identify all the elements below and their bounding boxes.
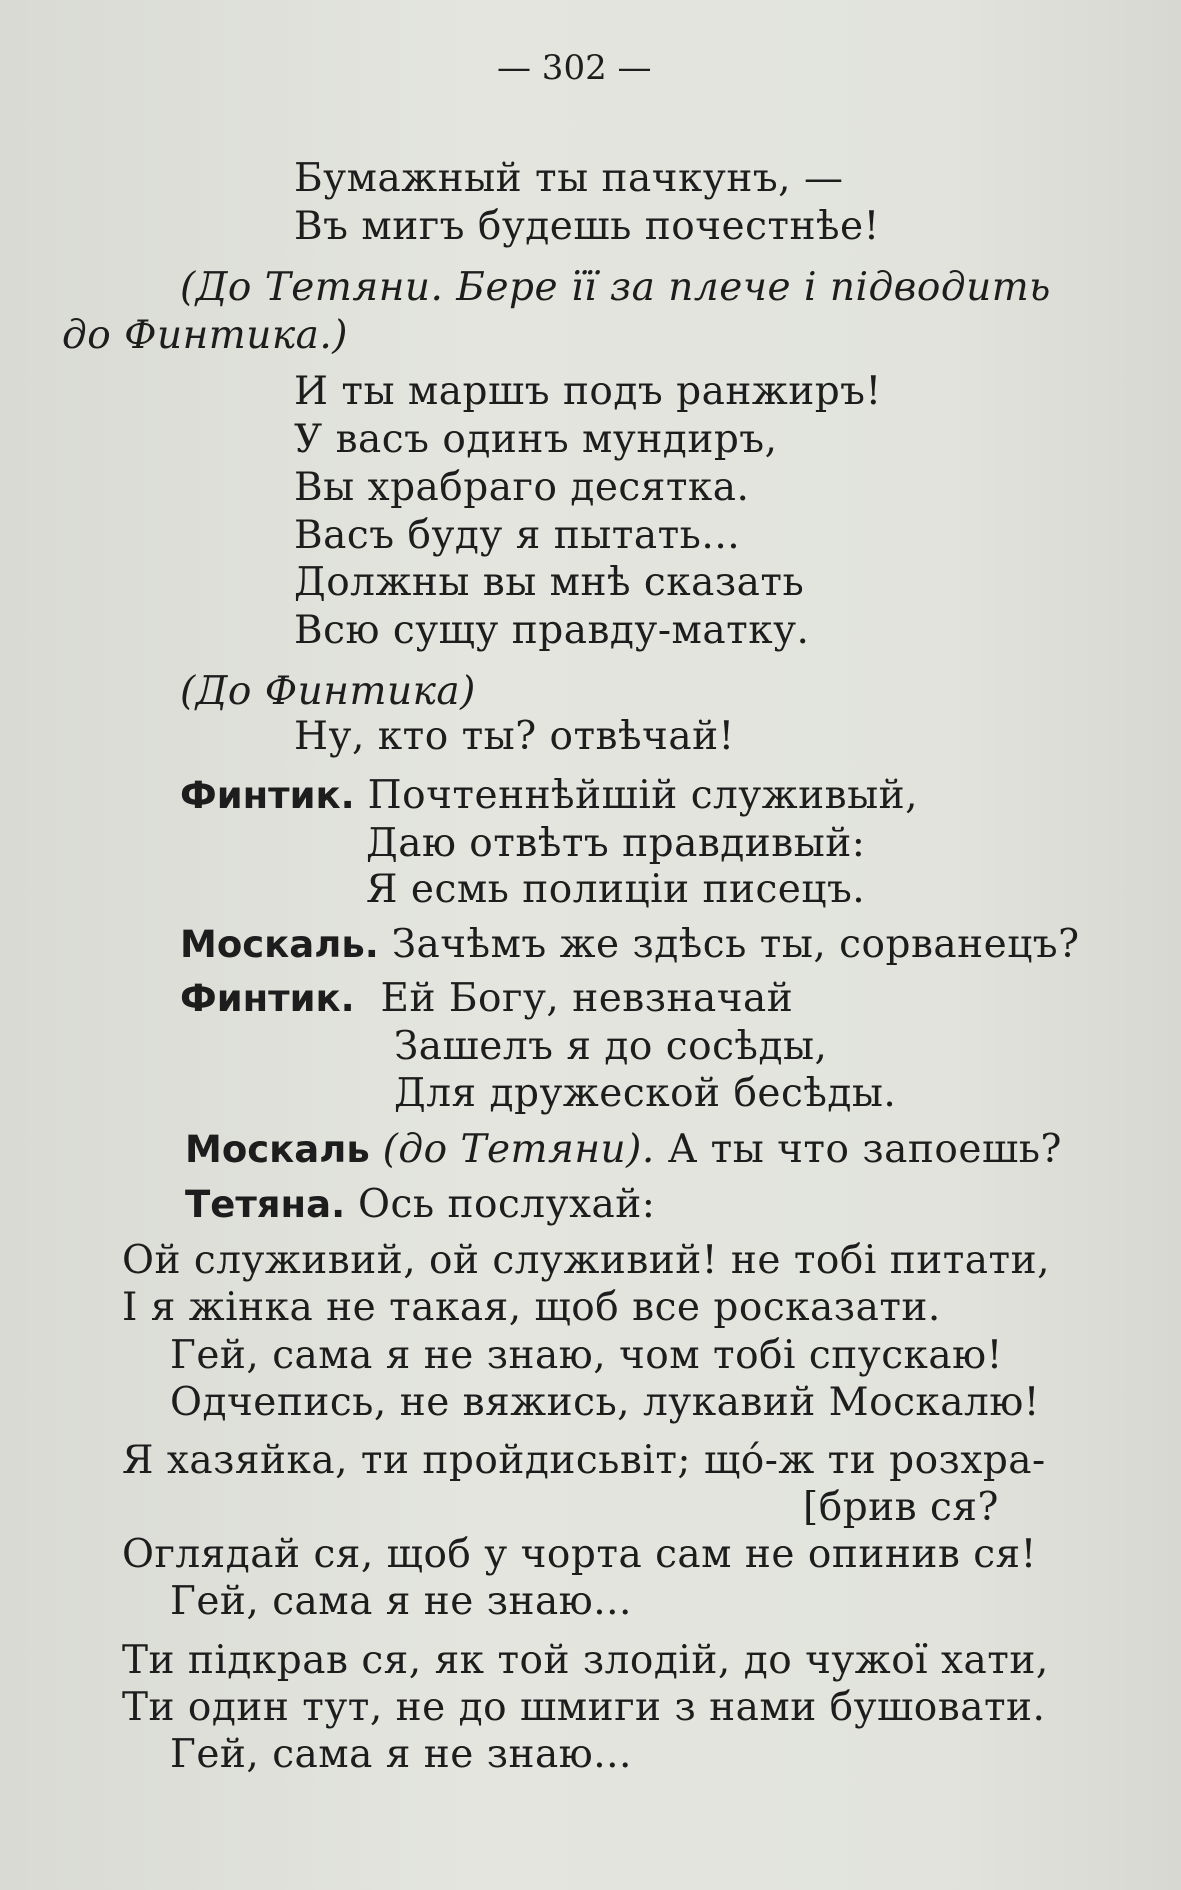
dialogue-line — [185, 1126, 1062, 1174]
verse-line: Даю отвѣтъ правдивый: — [366, 821, 866, 866]
verse-line: Въ мигъ будешь почестнѣе! — [294, 204, 880, 249]
speaker-name: Москаль — [185, 1128, 370, 1171]
song-line: Гей, сама я не знаю, чом тобі спускаю! — [170, 1333, 1003, 1378]
dialogue-line — [185, 1181, 655, 1229]
speaker-name: Тетяна. — [185, 1183, 346, 1226]
dialogue-line — [180, 921, 1080, 969]
song-line: Ти один тут, не до шмиги з нами бушовати. — [122, 1685, 1046, 1730]
song-line: Одчепись, не вяжись, лукавий Москалю! — [170, 1380, 1040, 1425]
dialogue-line — [180, 772, 918, 820]
song-line: Оглядай ся, щоб у чорта сам не опинив ся! — [122, 1532, 1037, 1577]
stage-direction: (до Тетяни). — [382, 1127, 655, 1172]
song-line: Ой служивий, ой служивий! не тобі питати, — [122, 1238, 1051, 1283]
verse-line: Ну, кто ты? отвѣчай! — [294, 714, 735, 759]
verse-text: Зачѣмъ же здѣсь ты, сорванецъ? — [391, 922, 1080, 967]
verse-text: Ей Богу, невзначай — [380, 976, 794, 1021]
song-line: Я хазяйка, ти пройдисьвіт; щó-ж ти розхра- — [122, 1438, 1046, 1483]
speaker-name: Финтик. — [180, 977, 355, 1020]
song-line: Гей, сама я не знаю... — [170, 1579, 632, 1624]
stage-direction: до Финтика.) — [62, 313, 349, 358]
verse-text: А ты что запоешь? — [667, 1127, 1062, 1172]
verse-line: Должны вы мнѣ сказать — [294, 560, 805, 605]
verse-line: Всю сущу правду-матку. — [294, 608, 810, 653]
verse-text: Почтеннѣйшій служивый, — [367, 773, 919, 818]
verse-line: Зашелъ я до сосѣды, — [394, 1024, 828, 1069]
verse-line: Я есмь полиціи писецъ. — [366, 867, 866, 912]
page-number: — 302 — — [497, 48, 652, 88]
speaker-name: Финтик. — [180, 774, 355, 817]
dialogue-line — [180, 975, 793, 1023]
verse-line: Васъ буду я пытать... — [294, 513, 741, 558]
verse-line: Вы храбраго десятка. — [294, 465, 750, 510]
verse-line: Для дружеской бесѣды. — [394, 1071, 897, 1116]
stage-direction: (До Тетяни. Бере її за плече і підводить — [180, 265, 1051, 310]
verse-line: Бумажный ты пачкунъ, — — [294, 156, 844, 201]
song-line: [брив ся? — [803, 1485, 999, 1530]
verse-line: У васъ одинъ мундиръ, — [294, 417, 778, 462]
speaker-name: Москаль. — [180, 923, 379, 966]
song-line: Гей, сама я не знаю... — [170, 1732, 632, 1777]
song-line: І я жінка не такая, щоб все росказати. — [122, 1285, 941, 1330]
song-line: Ти підкрав ся, як той злодій, до чужої хати, — [122, 1638, 1049, 1683]
verse-text: Ось послухай: — [358, 1182, 656, 1227]
verse-line: И ты маршъ подъ ранжиръ! — [294, 369, 882, 414]
stage-direction: (До Финтика) — [180, 669, 476, 714]
